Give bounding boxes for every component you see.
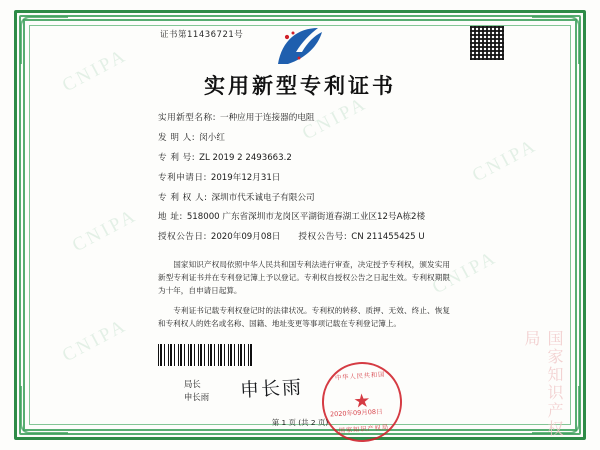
field-list (158, 112, 458, 251)
field-label: 专利申请日: (158, 172, 207, 183)
field-label-secondary: 授权公告号: (298, 232, 348, 243)
certificate-number: 证书第11436721号 (160, 30, 244, 40)
field-value: 2019年12月31日 (210, 172, 281, 183)
field-value-secondary: CN 211455425 U (351, 232, 425, 243)
field-value: 2020年09月08日 (210, 232, 281, 243)
watermark-text: CNIPA (428, 246, 501, 299)
field-row-patentee (158, 192, 458, 205)
large-watermark: 国家知识产权局 (522, 330, 564, 438)
field-row-application-date (158, 172, 458, 185)
legal-text (158, 258, 450, 337)
field-row-name (158, 112, 458, 125)
field-row-inventor (158, 132, 458, 145)
corner-ornament-top-right (532, 16, 580, 64)
field-value: 闵小红 (199, 132, 225, 143)
signature-label-line2: 申长雨 (184, 391, 210, 402)
field-row-address (158, 211, 458, 224)
watermark-text: CNIPA (68, 204, 141, 257)
corner-ornament-top-left (20, 16, 68, 64)
qr-code-icon (470, 26, 504, 60)
signature-label (184, 378, 209, 403)
field-value: 一种应用于连接器的电阻 (219, 113, 315, 123)
field-value: 518000 广东省深圳市龙岗区平湖街道春湖工业区12号A栋2楼 (186, 212, 426, 223)
field-label: 发 明 人: (158, 132, 196, 143)
field-row-patent-no (158, 152, 458, 165)
field-label: 授权公告日: (158, 232, 207, 243)
page-footer: 第 1 页 (共 2 页) (271, 418, 329, 427)
star-icon: ★ (352, 389, 372, 413)
field-label: 地 址: (158, 212, 183, 223)
field-label: 专 利 权 人: (158, 192, 208, 203)
cnipa-logo-icon (272, 24, 328, 68)
seal-top-text: 中华人民共和国 (334, 371, 386, 382)
seal-bottom-text: 国家知识产权局 (338, 424, 390, 435)
field-value: ZL 2019 2 2493663.2 (199, 152, 292, 163)
field-label: 实用新型名称: (158, 113, 216, 123)
watermark-text: CNIPA (58, 314, 131, 367)
barcode (158, 344, 254, 366)
paragraph: 专利证书记载专利权登记时的法律状况。专利权的转移、质押、无效、终止、恢复和专利权人的姓名或名称、国籍、地址变更等事项记载在专利登记簿上。 (158, 306, 450, 329)
field-label: 专 利 号: (158, 152, 196, 163)
field-value: 深圳市代禾诚电子有限公司 (211, 192, 315, 203)
handwritten-signature: 申长雨 (239, 376, 304, 402)
field-row-grant-announcement (158, 231, 458, 244)
paragraph: 国家知识产权局依照中华人民共和国专利法进行审查，决定授予专利权，颁发实用新型专利证书并在专利登记簿上予以登记。专利权自授权公告之日起生效。专利权期限为十年，自申请日起算。 (158, 260, 450, 296)
page-title: 实用新型专利证书 (204, 74, 396, 98)
watermark-text: CNIPA (468, 134, 541, 187)
seal-date-stamp: 2020年09月08日 (329, 407, 383, 419)
watermark-text: CNIPA (58, 44, 131, 97)
signature-label-line1: 局长 (184, 379, 201, 389)
watermark-text: CNIPA (298, 92, 371, 145)
